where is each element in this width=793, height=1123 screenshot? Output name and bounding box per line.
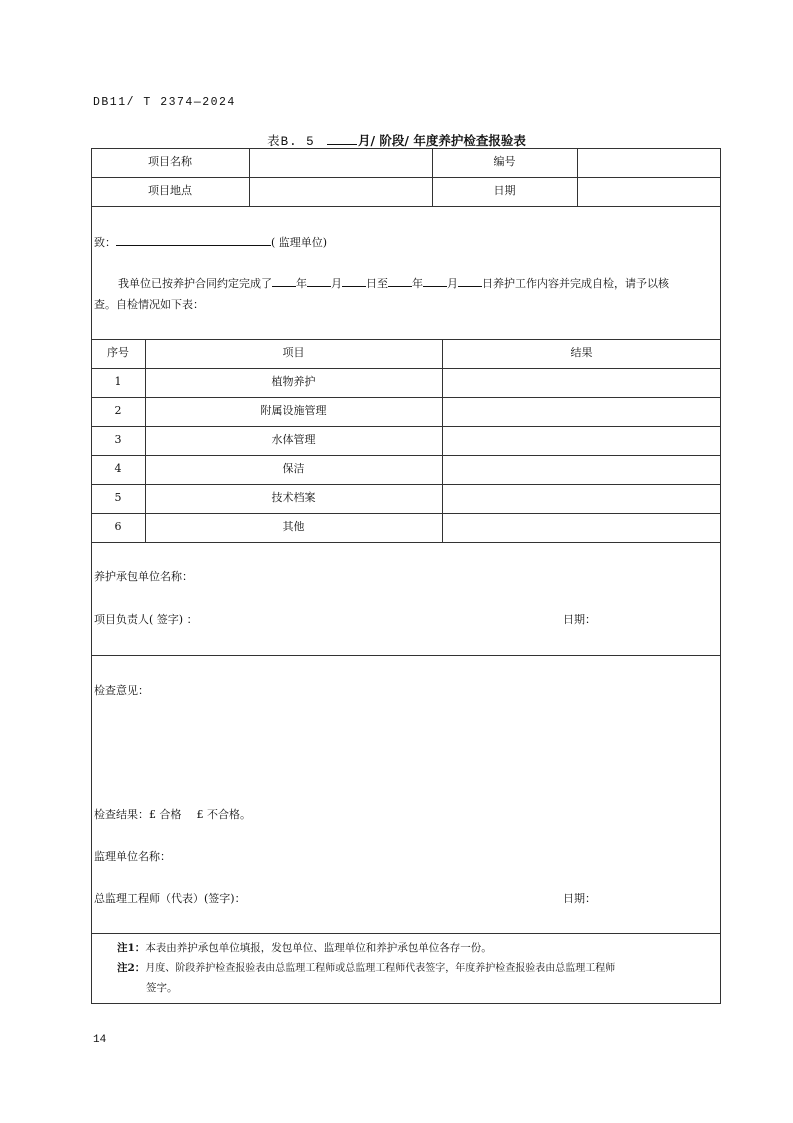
row-no: 5 (114, 491, 122, 504)
col-header-item: 项目 (282, 346, 305, 359)
project-date-field[interactable] (579, 184, 719, 198)
rule-contractor (91, 655, 721, 656)
row-no: 6 (114, 520, 122, 533)
project-code-field[interactable] (579, 155, 719, 169)
rule-check-2 (91, 426, 721, 427)
row-item: 技术档案 (271, 491, 316, 504)
start-month-blank[interactable] (307, 275, 331, 287)
row-result-field[interactable] (444, 404, 719, 418)
end-month-blank[interactable] (423, 275, 447, 287)
row-item: 植物养护 (271, 375, 316, 388)
row-no: 1 (114, 375, 122, 388)
note-1-mark: 注1： (117, 942, 146, 954)
project-name-field[interactable] (251, 155, 431, 169)
row-no: 3 (114, 433, 122, 446)
col-header-result: 结果 (570, 346, 593, 359)
rule-check-4 (91, 484, 721, 485)
row-no: 4 (114, 462, 122, 475)
row-item: 水体管理 (271, 433, 316, 446)
note-1 (117, 938, 492, 958)
row-item: 其他 (282, 520, 305, 533)
note-2-continued: 签字。 (146, 982, 178, 994)
vrule-info-1 (249, 148, 250, 206)
rule-check-1 (91, 397, 721, 398)
table-number: 表B. 5 (267, 135, 315, 149)
rule-check-5 (91, 513, 721, 514)
year-1: 年 (296, 277, 307, 290)
row-item: 保洁 (282, 462, 305, 475)
pass-checkbox[interactable]: £ 合格 (149, 808, 182, 821)
rule-info-2 (91, 206, 721, 207)
row-result-field[interactable] (444, 375, 719, 389)
inspection-result-line (94, 808, 251, 822)
note-2-text: 月度、阶段养护检查报验表由总监理工程师或总监理工程师代表签字，年度养护检查报验表由总监理工程师 (145, 963, 616, 974)
start-day-blank[interactable] (342, 275, 366, 287)
end-year-blank[interactable] (388, 275, 412, 287)
vrule-check-2 (442, 339, 443, 542)
project-manager-signature-label: 项目负责人( 签字) ： (94, 613, 198, 626)
vrule-info-3 (577, 148, 578, 206)
rule-check-6 (91, 542, 721, 543)
note-2-mark: 注2： (117, 962, 146, 974)
row-result-field[interactable] (444, 491, 719, 505)
project-date-label: 日期 (493, 184, 516, 197)
rule-inspection (91, 933, 721, 934)
table-title-text: 月/ 阶段/ 年度养护检查报验表 (358, 133, 526, 148)
rule-letter (91, 339, 721, 340)
to-label: 致： (94, 236, 116, 249)
row-item: 附属设施管理 (260, 404, 327, 417)
supervisor-unit-blank[interactable] (116, 234, 271, 246)
contractor-date-label: 日期： (563, 613, 596, 626)
row-result-field[interactable] (444, 520, 719, 534)
title-blank (327, 133, 357, 145)
start-year-blank[interactable] (272, 275, 296, 287)
project-location-label: 项目地点 (148, 184, 192, 197)
col-header-no: 序号 (107, 346, 129, 359)
supervisor-suffix: ( 监理单位) (271, 236, 328, 249)
rule-check-3 (91, 455, 721, 456)
chief-engineer-signature-label: 总监理工程师（代表）(签字)： (94, 892, 246, 905)
row-no: 2 (114, 404, 122, 417)
note-1-text: 本表由养护承包单位填报，发包单位、监理单位和养护承包单位各存一份。 (145, 942, 492, 954)
body-start: 我单位已按养护合同约定完成了 (118, 277, 272, 290)
row-result-field[interactable] (444, 433, 719, 447)
inspection-date-label: 日期： (563, 892, 596, 905)
inspection-opinion-label: 检查意见： (94, 684, 149, 697)
body-end: 日养护工作内容并完成自检，请予以核 (482, 277, 669, 290)
note-2 (117, 958, 615, 979)
month-1: 月 (331, 277, 342, 290)
letter-body-line2: 查。自检情况如下表： (94, 298, 204, 311)
row-result-field[interactable] (444, 462, 719, 476)
project-location-field[interactable] (251, 184, 431, 198)
table-title (0, 131, 793, 149)
addressee-line (94, 234, 327, 250)
rule-check-head (91, 368, 721, 369)
project-code-label: 编号 (493, 155, 516, 168)
rule-info-1 (91, 177, 721, 178)
letter-body (94, 272, 718, 296)
year-2: 年 (412, 277, 423, 290)
day-to: 日至 (366, 277, 388, 290)
month-2: 月 (447, 277, 458, 290)
inspection-result-label: 检查结果： (94, 808, 149, 821)
end-day-blank[interactable] (458, 275, 482, 287)
page-number: 14 (93, 1034, 107, 1046)
project-name-label: 项目名称 (148, 155, 192, 168)
document-code: DB11/ T 2374—2024 (93, 96, 236, 109)
fail-checkbox[interactable]: £ 不合格。 (196, 808, 251, 821)
contractor-name-label: 养护承包单位名称： (94, 570, 193, 583)
supervisor-unit-label: 监理单位名称： (94, 850, 171, 863)
